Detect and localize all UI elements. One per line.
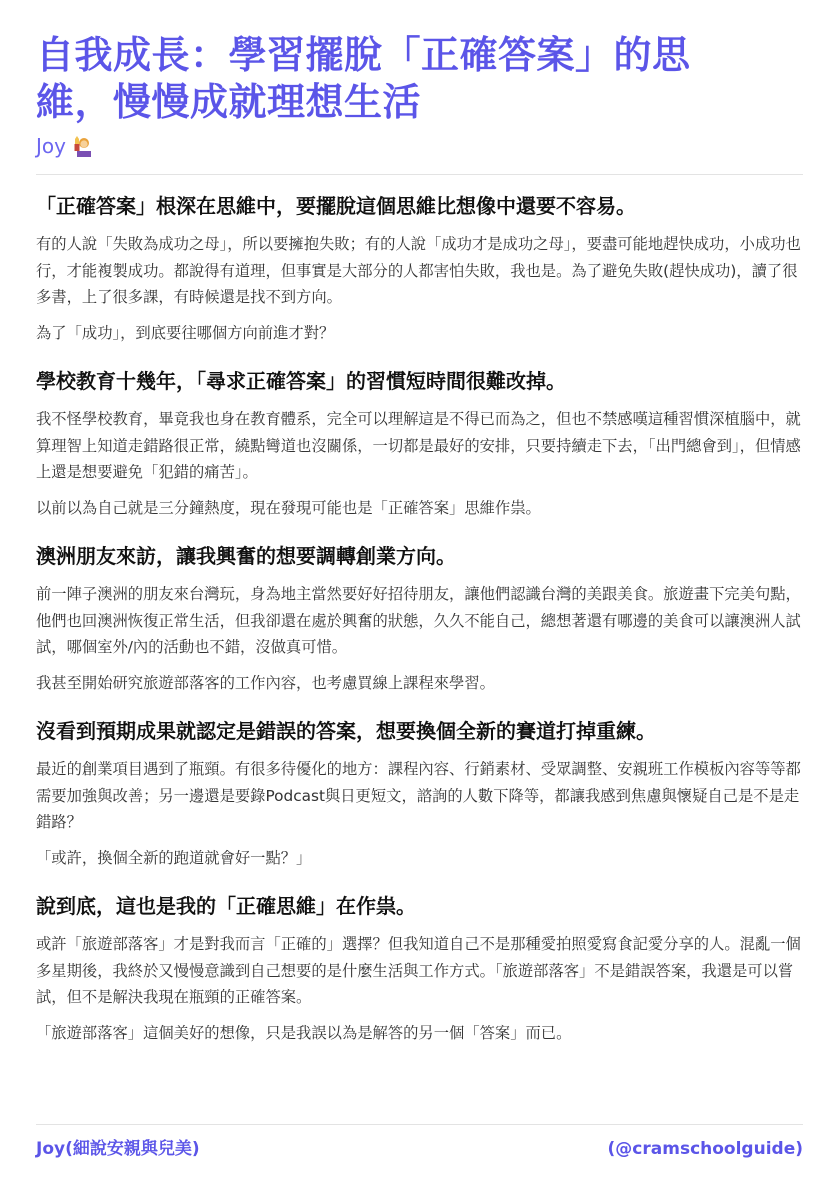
section-heading: 沒看到預期成果就認定是錯誤的答案，想要換個全新的賽道打掉重練。 [36, 719, 656, 743]
section-heading: 說到底，這也是我的「正確思維」在作祟。 [36, 894, 416, 918]
article-title: 自我成長：學習擺脫「正確答案」的思維，慢慢成就理想生活 [36, 33, 691, 124]
article-section [36, 191, 803, 346]
section-paragraph: 為了「成功」，到底要往哪個方向前進才對？ [36, 323, 335, 342]
author-name: Joy [36, 134, 66, 158]
author-line [36, 132, 803, 160]
header-divider [36, 174, 803, 175]
section-paragraph: 以前以為自己就是三分鐘熱度，現在發現可能也是「正確答案」思維作祟。 [36, 498, 541, 517]
article-section [36, 366, 803, 521]
section-heading: 學校教育十幾年，「尋求正確答案」的習慣短時間很難改掉。 [36, 369, 566, 393]
section-paragraph: 「旅遊部落客」這個美好的想像，只是我誤以為是解答的另一個「答案」而已。 [36, 1023, 572, 1042]
article-body [36, 191, 803, 1046]
section-paragraph: 我甚至開始研究旅遊部落客的工作內容，也考慮買線上課程來學習。 [36, 673, 495, 692]
footer-divider [36, 1124, 803, 1125]
woman-raising-hand-icon [72, 135, 92, 157]
section-paragraph: 我不怪學校教育，畢竟我也身在教育體系，完全可以理解這是不得已而為之，但也不禁感嘆這種習慣深植腦中，就算理智上知道走錯路很正常，繞點彎道也沒關係，一切都是最好的安排，只要持續走下去，「出門總會到」，但情感上還是想要避免「犯錯的痛苦」。 [36, 410, 801, 481]
section-heading: 澳洲朋友來訪，讓我興奮的想要調轉創業方向。 [36, 544, 456, 568]
article-section [36, 541, 803, 696]
section-paragraph: 或許「旅遊部落客」才是對我而言「正確的」選擇？但我知道自己不是那種愛拍照愛寫食記愛分享的人。混亂一個多星期後，我終於又慢慢意識到自己想要的是什麼生活與工作方式。「旅遊部落客」不是錯誤答案，我還是可以嘗試，但不是解決我現在瓶頸的正確答案。 [36, 935, 801, 1006]
article-section [36, 891, 803, 1046]
article-section [36, 716, 803, 871]
footer-author: Joy(細說安親與兒美) [36, 1139, 200, 1159]
footer [36, 1136, 803, 1162]
section-paragraph: 有的人說「失敗為成功之母」，所以要擁抱失敗；有的人說「成功才是成功之母」，要盡可能地趕快成功，小成功也行，才能複製成功。都說得有道理，但事實是大部分的人都害怕失敗，我也是。為了避免失敗(趕快成功)，讀了很多書，上了很多課，有時候還是找不到方向。 [36, 235, 801, 306]
section-paragraph: 最近的創業項目遇到了瓶頸。有很多待優化的地方：課程內容、行銷素材、受眾調整、安親班工作模板內容等等都需要加強與改善；另一邊還是要錄Podcast與日更短文，諮詢的人數下降等，都讓我感到焦慮與懷疑自己是不是走錯路？ [36, 760, 801, 831]
section-heading: 「正確答案」根深在思維中，要擺脫這個思維比想像中還要不容易。 [36, 194, 636, 218]
section-paragraph: 「或許，換個全新的跑道就會好一點？」 [36, 848, 312, 867]
footer-handle: (@cramschoolguide) [607, 1139, 803, 1159]
section-paragraph: 前一陣子澳洲的朋友來台灣玩，身為地主當然要好好招待朋友，讓他們認識台灣的美跟美食。旅遊畫下完美句點，他們也回澳洲恢復正常生活，但我卻還在處於興奮的狀態，久久不能自己，總想著還有哪邊的美食可以讓澳洲人試試，哪個室外/內的活動也不錯，沒做真可惜。 [36, 585, 801, 656]
